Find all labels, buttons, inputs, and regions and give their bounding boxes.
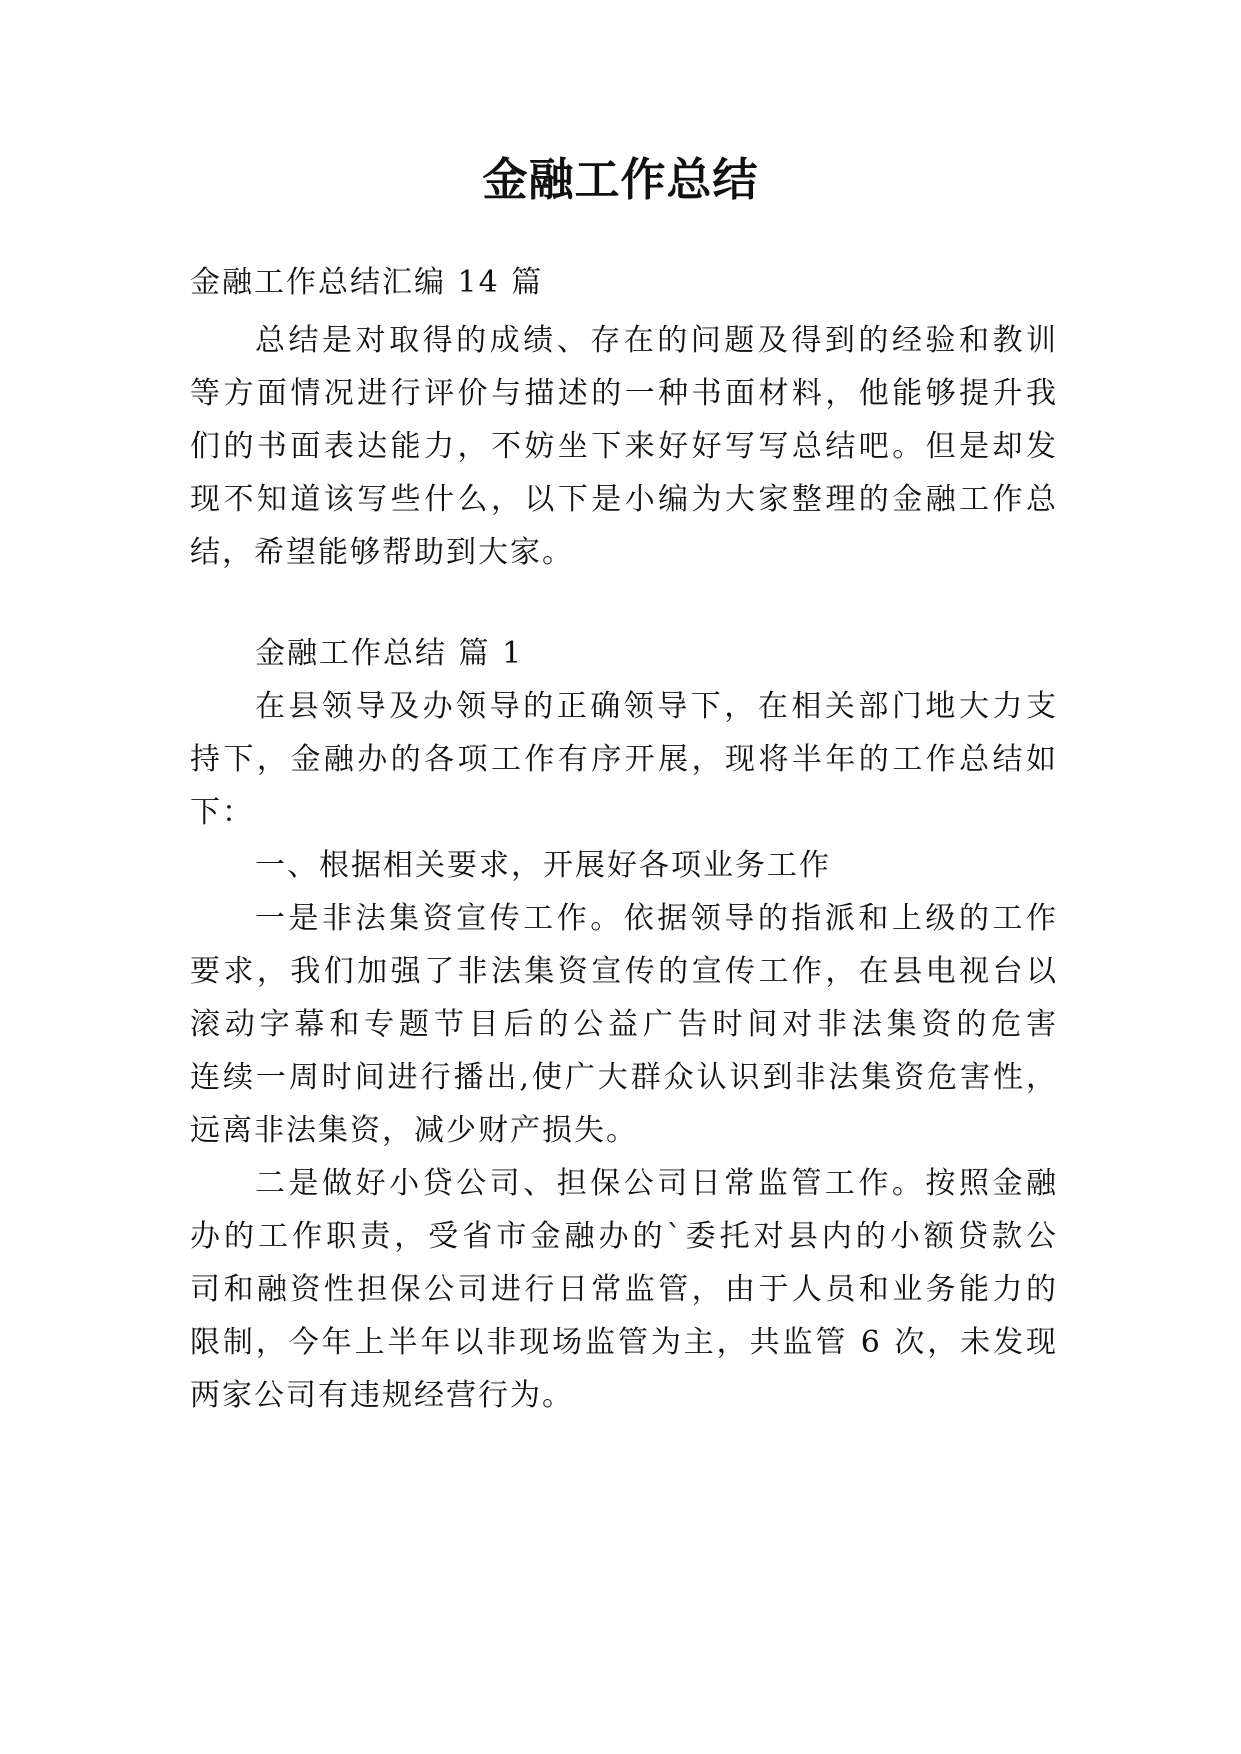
body-line-1: 在县领导及办领导的正确领导下，在相关部门地大力支 <box>255 689 1058 724</box>
intro-line-2: 等方面情况进行评价与描述的一种书面材料，他能够提升我 <box>190 376 1058 411</box>
body-line-9: 二是做好小贷公司、担保公司日常监管工作。按照金融 <box>255 1166 1058 1201</box>
body-line-3: 下： <box>190 795 254 830</box>
body-line-12: 限制，今年上半年以非现场监管为主，共监管 6 次，未发现 <box>190 1325 1058 1360</box>
intro-line-5: 结，希望能够帮助到大家。 <box>190 535 574 570</box>
intro-line-3: 们的书面表达能力，不妨坐下来好好写写总结吧。但是却发 <box>190 429 1058 464</box>
intro-line-4: 现不知道该写些什么，以下是小编为大家整理的金融工作总 <box>190 482 1058 517</box>
body-line-5: 要求，我们加强了非法集资宣传的宣传工作，在县电视台以 <box>190 954 1058 989</box>
body-line-2: 持下，金融办的各项工作有序开展，现将半年的工作总结如 <box>190 742 1058 777</box>
body-line-10: 办的工作职责，受省市金融办的`委托对县内的小额贷款公 <box>190 1219 1058 1254</box>
body-line-7: 连续一周时间进行播出,使广大群众认识到非法集资危害性， <box>190 1060 1058 1095</box>
body-line-13: 两家公司有违规经营行为。 <box>190 1378 574 1413</box>
body-line-8: 远离非法集资，减少财产损失。 <box>190 1113 638 1148</box>
intro-line-1: 总结是对取得的成绩、存在的问题及得到的经验和教训 <box>255 323 1058 358</box>
body-line-6: 滚动字幕和专题节目后的公益广告时间对非法集资的危害 <box>190 1007 1058 1042</box>
document-title: 金融工作总结 <box>482 153 759 206</box>
body-line-4: 一是非法集资宣传工作。依据领导的指派和上级的工作 <box>255 901 1058 936</box>
section-heading: 金融工作总结 篇 1 <box>255 636 524 671</box>
body-line-11: 司和融资性担保公司进行日常监管，由于人员和业务能力的 <box>190 1272 1058 1307</box>
collection-heading: 金融工作总结汇编 14 篇 <box>190 265 544 300</box>
subsection-heading: 一、根据相关要求，开展好各项业务工作 <box>255 848 831 883</box>
